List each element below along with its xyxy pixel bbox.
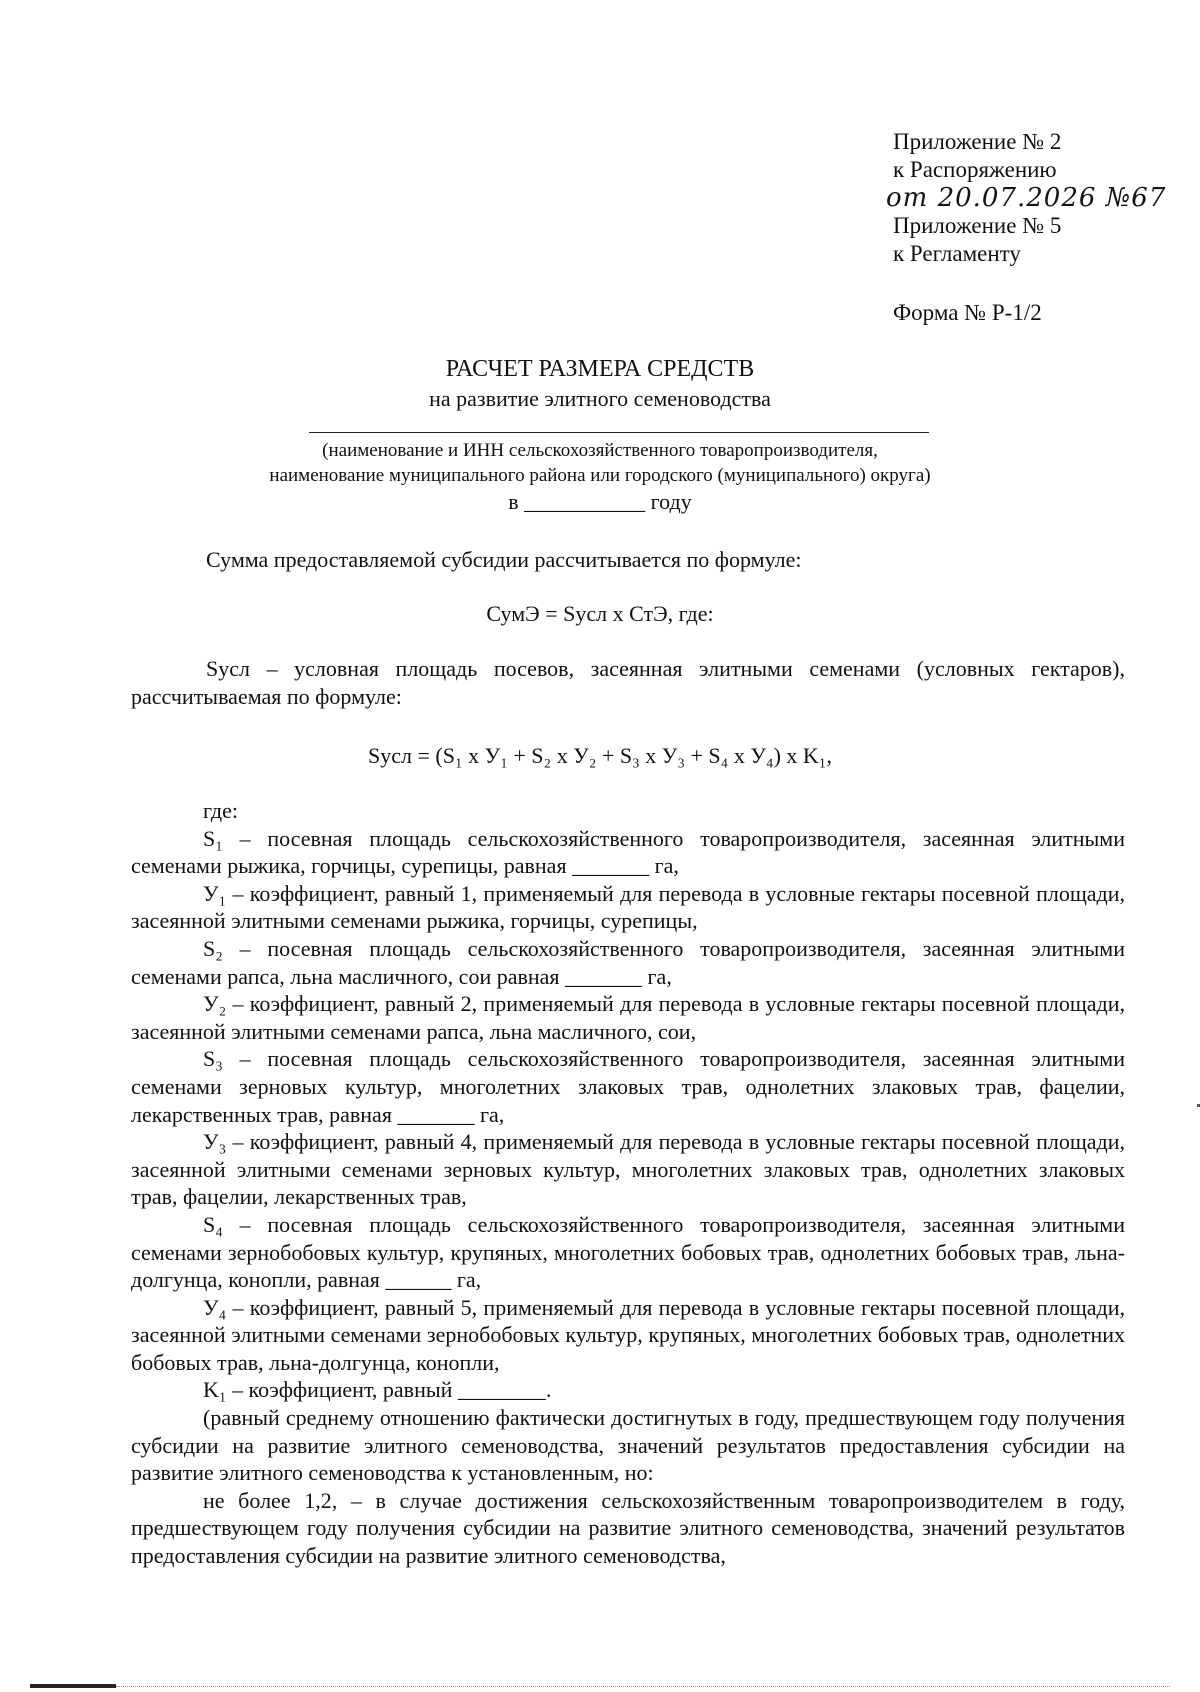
page-bottom-edge: [116, 1686, 1170, 1687]
definition-s4: S₄ – посевная площадь сельскохозяйственного товаропроизводителя, засеянная элитными семенами зернобобовых культур, крупяных, многолетних бобовых трав, однолетних бобовых трав, льна-долгунца, конопли, равная ______ га,: [131, 1211, 1125, 1293]
appendix-line-3: Приложение № 5: [893, 213, 1062, 238]
year-line: в ___________ году: [508, 489, 692, 514]
page-bottom-mark: [30, 1684, 116, 1688]
appendix-header: [886, 128, 1167, 268]
intro-text: Сумма предоставляемой субсидии рассчитывается по формуле:: [206, 547, 802, 572]
fill-in-line: [309, 432, 929, 433]
formula-sum: СумЭ = Sусл х СтЭ, где:: [486, 601, 714, 626]
definition-k1-note: (равный среднему отношению фактически достигнутых в году, предшествующем году получения субсидии на развитие элитного семеноводства, значений результатов предоставления субсидии на развитие элитного семеноводства к установленным, но:: [131, 1405, 1125, 1486]
caption-line-1: (наименование и ИНН сельскохозяйственного товаропроизводителя,: [322, 440, 878, 461]
sysl-definition: Sусл – условная площадь посевов, засеянная элитными семенами (условных гектаров), рассчитываемая по формуле:: [131, 656, 1125, 709]
caption-line-2: наименование муниципального района или городского (муниципального) округа): [269, 465, 931, 486]
definition-s3: S₃ – посевная площадь сельскохозяйственного товаропроизводителя, засеянная элитными семенами зерновых культур, многолетних злаковых трав, однолетних злаковых трав, фацелии, лекарственных трав, равная _______ га,: [131, 1046, 1125, 1127]
definition-u4: У₄ – коэффициент, равный 5, применяемый для перевода в условные гектары посевной площади, засеянной элитными семенами зернобобовых культур, крупяных, многолетних бобовых трав, однолетних бобовых трав, льна-долгунца, конопли,: [131, 1294, 1125, 1375]
definition-k1: K₁ – коэффициент, равный ________.: [203, 1377, 552, 1403]
appendix-line-4: к Регламенту: [893, 241, 1021, 266]
appendix-line-1: Приложение № 2: [893, 129, 1062, 154]
definition-s2: S₂ – посевная площадь сельскохозяйственного товаропроизводителя, засеянная элитными семенами рапса, льна масличного, сои равная _______ га,: [131, 935, 1125, 989]
definition-u3: У₃ – коэффициент, равный 4, применяемый для перевода в условные гектары посевной площади, засеянной элитными семенами зерновых культур, многолетних злаковых трав, однолетних злаковых трав, фацелии, лекарственных трав,: [131, 1129, 1125, 1210]
where-label: где:: [203, 798, 238, 823]
form-number: Форма № Р-1/2: [893, 300, 1042, 325]
appendix-line-2: к Распоряжению: [893, 157, 1057, 182]
definitions-list: [131, 797, 1125, 1570]
document-subtitle: на развитие элитного семеноводства: [429, 386, 771, 411]
handwritten-date-number: от 20.07.2026 №67: [886, 183, 1167, 213]
definition-u2: У₂ – коэффициент, равный 2, применяемый для перевода в условные гектары посевной площади, засеянной элитными семенами рапса, льна масличного, сои,: [131, 991, 1125, 1044]
definition-u1: У₁ – коэффициент, равный 1, применяемый для перевода в условные гектары посевной площади, засеянной элитными семенами рыжика, горчицы, сурепицы,: [131, 880, 1125, 934]
field-caption: [0, 438, 1200, 488]
formula-sysl: Sусл = (S₁ х У₁ + S₂ х У₂ + S₃ х У₃ + S₄ х У₄) х K₁,: [368, 743, 832, 768]
definition-k1-limit: не более 1,2, – в случае достижения сельскохозяйственным товаропроизводителем в году, предшествующем году получения субсидии на развитие элитного семеноводства, значений результатов предоставления субсидии на развитие элитного семеноводства,: [131, 1487, 1125, 1569]
definition-s1: S₁ – посевная площадь сельскохозяйственного товаропроизводителя, засеянная элитными семенами рыжика, горчицы, сурепицы, равная _______ га,: [131, 825, 1125, 879]
document-title: РАСЧЕТ РАЗМЕРА СРЕДСТВ: [445, 356, 755, 382]
